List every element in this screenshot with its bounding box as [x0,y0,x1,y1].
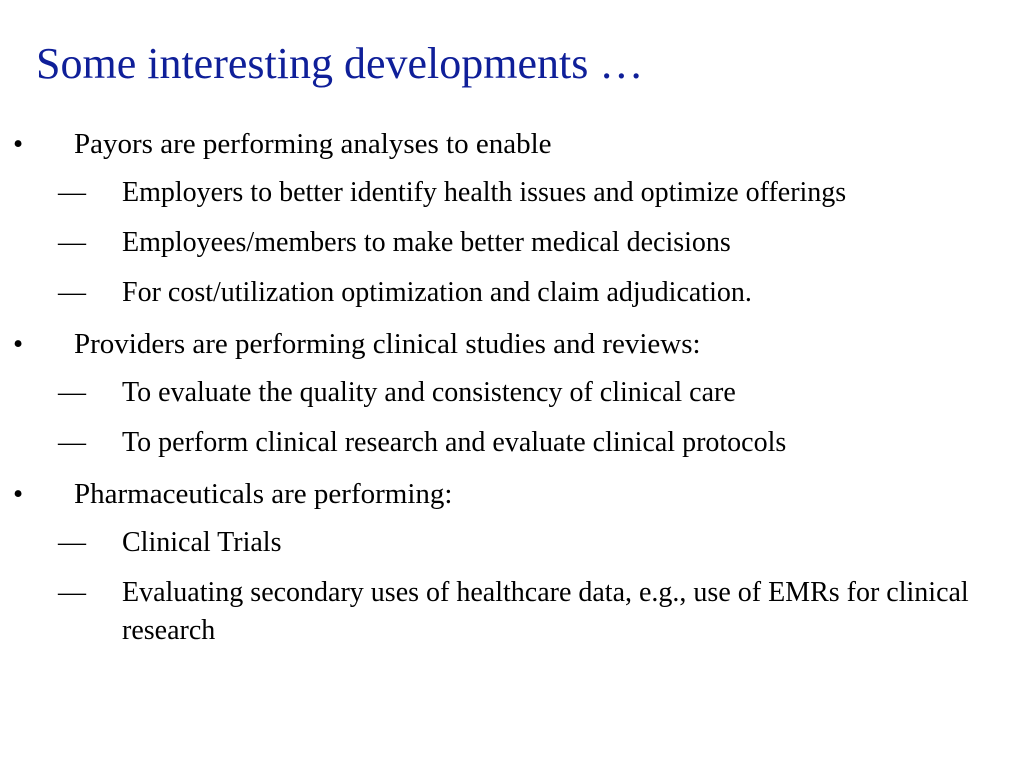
bullet-text: Payors are performing analyses to enable [74,128,552,160]
sub-bullet-text: To evaluate the quality and consistency of clinical care [122,377,736,408]
bullet-marker: • [13,478,24,510]
bullet-text: Pharmaceuticals are performing: [74,478,453,510]
sub-bullet-item [0,174,1024,212]
sub-bullet-text: Clinical Trials [122,527,282,558]
sub-bullet-text: Employers to better identify health issues and optimize offerings [122,177,847,208]
sub-bullet-item [0,374,1024,412]
bullet-marker: • [13,328,24,360]
dash-marker: — [58,377,86,408]
sub-bullet-text: To perform clinical research and evaluate clinical protocols [122,427,787,458]
dash-marker: — [58,177,86,208]
sub-bullet-text: Employees/members to make better medical decisions [122,227,731,258]
sub-bullet-item [0,274,1024,312]
sub-bullet-text: For cost/utilization optimization and claim adjudication. [122,277,752,308]
dash-marker: — [58,227,86,258]
bullet-list [0,124,1024,662]
sub-bullet-text: Evaluating secondary uses of healthcare data, e.g., use of EMRs for clinical research [122,577,969,646]
sub-bullet-item [0,524,1024,562]
dash-marker: — [58,277,86,308]
dash-marker: — [58,427,86,458]
bullet-item [0,474,1024,514]
bullet-item [0,124,1024,164]
bullet-text: Providers are performing clinical studies and reviews: [74,328,701,360]
sub-bullet-item [0,224,1024,262]
sub-bullet-item [0,424,1024,462]
bullet-marker: • [13,128,24,160]
dash-marker: — [58,577,86,608]
dash-marker: — [58,527,86,558]
bullet-item [0,324,1024,364]
slide-title: Some interesting developments … [36,39,644,88]
sub-bullet-item [0,574,1024,650]
